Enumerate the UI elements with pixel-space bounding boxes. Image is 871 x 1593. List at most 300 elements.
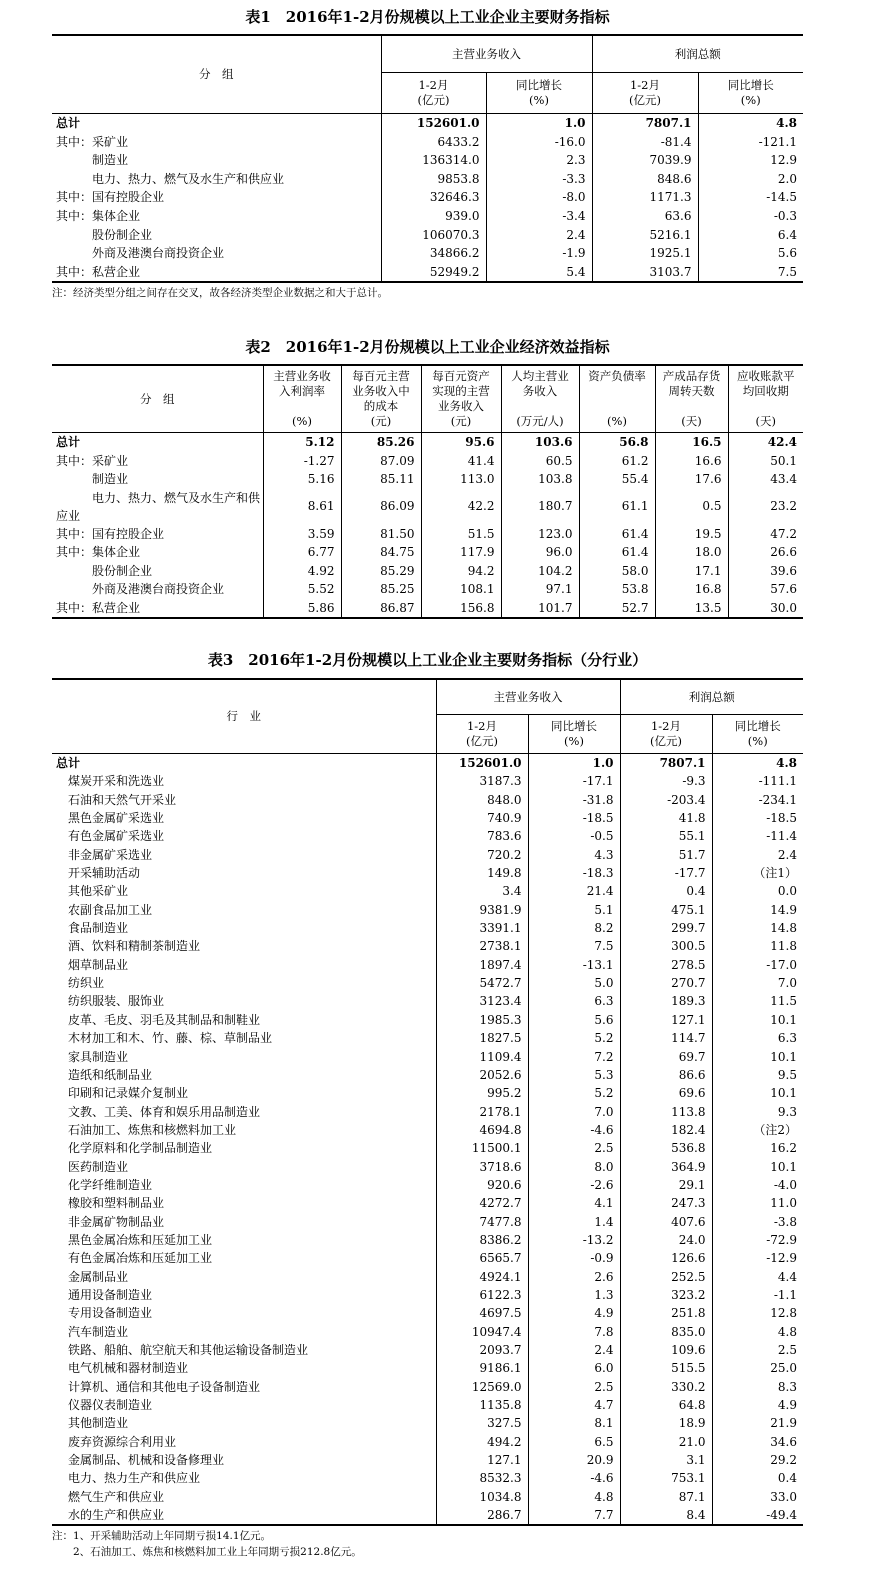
cell-v1: 2052.6 [436,1066,528,1084]
cell-2: 41.4 [421,452,501,471]
table-row [52,827,803,845]
row-label: 金属制品业 [56,1269,129,1284]
cell-v1: 32646.3 [381,188,486,207]
cell-v3: 835.0 [620,1323,712,1341]
table-row [52,1231,803,1249]
cell-v4: 12.8 [712,1304,803,1322]
cell-v2: 5.0 [528,974,620,992]
row-label: 股份制企业 [56,563,153,578]
cell-0: 5.16 [263,470,341,489]
cell-4: 61.4 [579,525,655,544]
cell-v1: 2093.7 [436,1341,528,1359]
cell-v2: 4.1 [528,1194,620,1212]
row-label: 非金属矿物制品业 [56,1214,165,1229]
cell-v1: 149.8 [436,864,528,882]
row-label: 纺织服装、服饰业 [56,994,165,1009]
cell-0: 5.52 [263,580,341,599]
cell-6: 43.4 [728,470,803,489]
cell-4: 61.1 [579,489,655,525]
cell-v3: 270.7 [620,974,712,992]
row-label: 电力、热力生产和供应业 [56,1471,201,1486]
row-label: 黑色金属冶炼和压延加工业 [56,1232,213,1247]
cell-v4: 0.0 [712,882,803,900]
table-row [52,543,803,562]
cell-v4: -4.0 [712,1176,803,1194]
cell-v3: 407.6 [620,1213,712,1231]
cell-v2: 20.9 [528,1451,620,1469]
table-row [52,133,803,152]
row-label: 造纸和纸制品业 [56,1067,153,1082]
cell-v4: 4.8 [698,114,803,133]
cell-v3: 8.4 [620,1506,712,1525]
cell-v1: 1109.4 [436,1048,528,1066]
row-label: 有色金属冶炼和压延加工业 [56,1251,213,1266]
cell-v2: -13.2 [528,1231,620,1249]
row-label: 其中：私营企业 [52,263,381,283]
cell-v1: 6122.3 [436,1286,528,1304]
cell-v1: 4924.1 [436,1268,528,1286]
row-label: 电力、热力、燃气及水生产和供应业 [56,171,285,186]
cell-3: 103.6 [501,433,579,452]
row-label: 燃气生产和供应业 [56,1489,165,1504]
table1-title: 表1 2016年1-2月份规模以上工业企业主要财务指标 [245,8,610,26]
cell-v2: -2.6 [528,1176,620,1194]
cell-1: 85.26 [341,433,421,452]
cell-2: 113.0 [421,470,501,489]
cell-v4: 2.0 [698,170,803,189]
table-row [52,433,803,452]
cell-v3: 126.6 [620,1249,712,1267]
cell-v4: 10.1 [712,1011,803,1029]
cell-4: 61.4 [579,543,655,562]
cell-v4: 7.5 [698,263,803,283]
cell-v4: 16.2 [712,1139,803,1157]
row-label: 通用设备制造业 [56,1287,153,1302]
cell-6: 30.0 [728,599,803,619]
row-label: 石油加工、炼焦和核燃料加工业 [56,1122,237,1137]
row-label: 化学原料和化学制品制造业 [56,1141,213,1156]
row-label: 铁路、船舶、航空航天和其他运输设备制造业 [56,1343,309,1357]
cell-v4: -234.1 [712,791,803,809]
cell-v1: 9853.8 [381,170,486,189]
cell-0: 8.61 [263,489,341,525]
cell-v1: 1827.5 [436,1029,528,1047]
cell-v3: 278.5 [620,956,712,974]
row-label: 仪器仪表制造业 [56,1398,153,1413]
cell-v3: 3103.7 [592,263,698,283]
cell-v1: 136314.0 [381,151,486,170]
table-row [52,846,803,864]
table1-col-period-2: 1-2月 (亿元) [592,73,698,114]
table1-col-growth: 同比增长 (%) [486,73,592,114]
cell-v1: 3.4 [436,882,528,900]
table-row [52,1506,803,1525]
cell-v1: 1135.8 [436,1396,528,1414]
table-row [52,599,803,619]
cell-v4: （注2） [712,1121,803,1139]
cell-3: 104.2 [501,562,579,581]
cell-6: 50.1 [728,452,803,471]
row-label: 开采辅助活动 [56,866,141,881]
row-label: 计算机、通信和其他电子设备制造业 [56,1379,261,1394]
cell-v1: 939.0 [381,207,486,226]
cell-v1: 7477.8 [436,1213,528,1231]
cell-v4: 6.3 [712,1029,803,1047]
cell-v4: 2.4 [712,846,803,864]
cell-6: 23.2 [728,489,803,525]
cell-5: 18.0 [655,543,728,562]
table1-col-period: 1-2月 (亿元) [381,73,486,114]
cell-v1: 494.2 [436,1433,528,1451]
cell-v4: （注1） [712,864,803,882]
cell-v3: -9.3 [620,772,712,790]
table-row [52,1414,803,1432]
cell-0: 4.92 [263,562,341,581]
table2-header-4: 资产负债率 (%) [579,365,655,433]
row-label: 电气机械和器材制造业 [56,1361,189,1376]
cell-6: 26.6 [728,543,803,562]
table3-col-growth-2: 同比增长 (%) [712,715,803,754]
table-row [52,974,803,992]
cell-v3: 87.1 [620,1488,712,1506]
table-row [52,1029,803,1047]
cell-v4: 11.0 [712,1194,803,1212]
table2-header-6: 应收账款平 均回收期 (天) [728,365,803,433]
cell-v2: 2.5 [528,1139,620,1157]
cell-2: 42.2 [421,489,501,525]
cell-v1: 6433.2 [381,133,486,152]
table-row [52,170,803,189]
cell-v3: 29.1 [620,1176,712,1194]
cell-v3: 3.1 [620,1451,712,1469]
table-row [52,263,803,283]
cell-v1: 6565.7 [436,1249,528,1267]
cell-v4: 34.6 [712,1433,803,1451]
row-label: 其中：采矿业 [56,453,129,468]
cell-v2: -3.3 [486,170,592,189]
cell-v2: -8.0 [486,188,592,207]
cell-2: 51.5 [421,525,501,544]
cell-v2: 2.5 [528,1378,620,1396]
cell-v1: 327.5 [436,1414,528,1432]
cell-v2: -4.6 [528,1121,620,1139]
cell-v1: 127.1 [436,1451,528,1469]
cell-v3: 252.5 [620,1268,712,1286]
cell-5: 0.5 [655,489,728,525]
cell-v2: 1.0 [486,114,592,133]
cell-v3: 300.5 [620,937,712,955]
row-label: 水的生产和供应业 [52,1506,436,1525]
table2-title: 表2 2016年1-2月份规模以上工业企业经济效益指标 [245,338,610,356]
cell-v4: -11.4 [712,827,803,845]
cell-3: 97.1 [501,580,579,599]
cell-v2: 1.0 [528,754,620,773]
cell-v4: 0.4 [712,1469,803,1487]
cell-v3: 18.9 [620,1414,712,1432]
cell-v2: 8.2 [528,919,620,937]
cell-v3: -203.4 [620,791,712,809]
cell-v4: 9.5 [712,1066,803,1084]
cell-v3: 536.8 [620,1139,712,1157]
cell-v2: 5.2 [528,1084,620,1102]
cell-v3: 55.1 [620,827,712,845]
cell-v3: 515.5 [620,1359,712,1377]
cell-v2: 7.8 [528,1323,620,1341]
cell-v1: 106070.3 [381,226,486,245]
cell-v4: 6.4 [698,226,803,245]
cell-v2: 6.3 [528,992,620,1010]
cell-v1: 720.2 [436,846,528,864]
cell-v2: 4.3 [528,846,620,864]
table1-revenue-header: 主营业务收入 [381,35,592,73]
cell-6: 39.6 [728,562,803,581]
cell-v3: 7807.1 [620,754,712,773]
table1-group-header: 分 组 [52,35,381,114]
row-label: 皮革、毛皮、羽毛及其制品和制鞋业 [56,1012,261,1027]
cell-v4: 29.2 [712,1451,803,1469]
table2-block [52,336,803,619]
table-row [52,1048,803,1066]
cell-v1: 152601.0 [436,754,528,773]
cell-5: 16.6 [655,452,728,471]
cell-0: 5.86 [263,599,341,619]
cell-v4: 4.8 [712,1323,803,1341]
row-label: 其中：国有控股企业 [56,526,165,541]
cell-v2: 7.7 [528,1506,620,1525]
cell-v3: 69.7 [620,1048,712,1066]
cell-v1: 52949.2 [381,263,486,283]
cell-2: 108.1 [421,580,501,599]
cell-v2: -31.8 [528,791,620,809]
cell-v3: 7039.9 [592,151,698,170]
cell-v2: 2.6 [528,1268,620,1286]
table2-header-0: 主营业务收 入利润率 (%) [263,365,341,433]
cell-v4: 11.8 [712,937,803,955]
cell-v4: -72.9 [712,1231,803,1249]
cell-v4: 8.3 [712,1378,803,1396]
table-row [52,1139,803,1157]
cell-v1: 1897.4 [436,956,528,974]
table-row [52,1433,803,1451]
cell-5: 16.8 [655,580,728,599]
table-row [52,864,803,882]
cell-v2: 8.1 [528,1414,620,1432]
cell-v3: 69.6 [620,1084,712,1102]
table2-header-2: 每百元资产 实现的主营 业务收入 (元) [421,365,501,433]
cell-v4: -12.9 [712,1249,803,1267]
table-row [52,562,803,581]
cell-v4: -18.5 [712,809,803,827]
cell-v3: 299.7 [620,919,712,937]
cell-3: 101.7 [501,599,579,619]
cell-v3: 0.4 [620,882,712,900]
table3-group-header: 行 业 [52,679,436,754]
cell-v4: 10.1 [712,1158,803,1176]
table3-block [52,648,803,1560]
cell-4: 55.4 [579,470,655,489]
table-row [52,901,803,919]
table-row [52,882,803,900]
cell-v3: 24.0 [620,1231,712,1249]
table-row [52,470,803,489]
cell-5: 19.5 [655,525,728,544]
table2-header-1: 每百元主营 业务收入中 的成本 (元) [341,365,421,433]
cell-v2: -3.4 [486,207,592,226]
cell-v1: 920.6 [436,1176,528,1194]
cell-2: 94.2 [421,562,501,581]
table-row [52,580,803,599]
cell-5: 13.5 [655,599,728,619]
cell-v1: 9381.9 [436,901,528,919]
cell-v1: 4272.7 [436,1194,528,1212]
row-label: 化学纤维制造业 [56,1177,153,1192]
cell-6: 42.4 [728,433,803,452]
cell-v3: 189.3 [620,992,712,1010]
cell-v1: 12569.0 [436,1378,528,1396]
row-label: 制造业 [56,472,129,486]
table-row [52,114,803,133]
cell-5: 17.6 [655,470,728,489]
cell-v1: 152601.0 [381,114,486,133]
table-row [52,754,803,773]
cell-v3: 109.6 [620,1341,712,1359]
table-row [52,772,803,790]
cell-v1: 740.9 [436,809,528,827]
cell-v1: 9186.1 [436,1359,528,1377]
table1-profit-header: 利润总额 [592,35,803,73]
row-label: 其中：国有控股企业 [56,190,165,205]
cell-v3: 86.6 [620,1066,712,1084]
row-label: 其他制造业 [56,1416,129,1431]
cell-4: 53.8 [579,580,655,599]
cell-v3: 114.7 [620,1029,712,1047]
row-label: 制造业 [56,153,129,168]
cell-v2: 5.3 [528,1066,620,1084]
table2-header-5: 产成品存货 周转天数 (天) [655,365,728,433]
cell-v4: -111.1 [712,772,803,790]
row-label: 总计 [56,116,81,130]
cell-v4: 12.9 [698,151,803,170]
cell-3: 180.7 [501,489,579,525]
table3-col-period: 1-2月 (亿元) [436,715,528,754]
cell-v2: 4.9 [528,1304,620,1322]
row-label: 外商及港澳台商投资企业 [56,582,225,596]
row-label: 有色金属矿采选业 [56,829,165,844]
cell-v2: 5.1 [528,901,620,919]
cell-v4: -0.3 [698,207,803,226]
cell-v1: 8386.2 [436,1231,528,1249]
cell-v2: -17.1 [528,772,620,790]
table3-title: 表3 2016年1-2月份规模以上工业企业主要财务指标（分行业） [207,651,648,669]
cell-v1: 4694.8 [436,1121,528,1139]
cell-v3: 127.1 [620,1011,712,1029]
table-row [52,1451,803,1469]
row-label: 专用设备制造业 [56,1306,153,1321]
cell-v2: 4.7 [528,1396,620,1414]
cell-v2: 6.0 [528,1359,620,1377]
cell-v2: -16.0 [486,133,592,152]
cell-v4: 14.9 [712,901,803,919]
cell-4: 56.8 [579,433,655,452]
cell-5: 16.5 [655,433,728,452]
row-label: 食品制造业 [56,921,129,936]
cell-4: 58.0 [579,562,655,581]
cell-3: 60.5 [501,452,579,471]
cell-v4: 25.0 [712,1359,803,1377]
table-row [52,1341,803,1359]
cell-v3: 7807.1 [592,114,698,133]
table-row [52,1194,803,1212]
table-row [52,452,803,471]
cell-v2: -0.5 [528,827,620,845]
row-label: 农副食品加工业 [56,902,153,917]
cell-0: 3.59 [263,525,341,544]
cell-v1: 11500.1 [436,1139,528,1157]
cell-v3: 5216.1 [592,226,698,245]
table-row [52,226,803,245]
table1-note: 注：经济类型分组之间存在交叉，故各经济类型企业数据之和大于总计。 [52,287,388,300]
cell-v3: 21.0 [620,1433,712,1451]
table-row [52,992,803,1010]
cell-v4: 11.5 [712,992,803,1010]
table-row [52,937,803,955]
cell-v4: 14.8 [712,919,803,937]
cell-v4: 2.5 [712,1341,803,1359]
cell-1: 85.25 [341,580,421,599]
cell-v4: 21.9 [712,1414,803,1432]
cell-3: 96.0 [501,543,579,562]
table-row [52,1176,803,1194]
table-row [52,489,803,525]
cell-v1: 1985.3 [436,1011,528,1029]
cell-v3: 364.9 [620,1158,712,1176]
cell-6: 57.6 [728,580,803,599]
cell-v3: 63.6 [592,207,698,226]
table3-col-growth: 同比增长 (%) [528,715,620,754]
row-label: 橡胶和塑料制品业 [56,1196,165,1211]
cell-v1: 3187.3 [436,772,528,790]
cell-v2: 1.4 [528,1213,620,1231]
row-label: 烟草制品业 [56,957,129,972]
cell-v3: 323.2 [620,1286,712,1304]
cell-v2: -13.1 [528,956,620,974]
row-label: 外商及港澳台商投资企业 [56,246,225,261]
cell-3: 123.0 [501,525,579,544]
table-row [52,1488,803,1506]
cell-v4: -121.1 [698,133,803,152]
cell-v4: 4.8 [712,754,803,773]
table-row [52,1066,803,1084]
cell-v3: -81.4 [592,133,698,152]
table1-block [52,6,803,301]
row-label: 印刷和记录媒介复制业 [56,1086,189,1101]
cell-v2: -4.6 [528,1469,620,1487]
table3-profit-header: 利润总额 [620,679,803,715]
cell-1: 85.11 [341,470,421,489]
row-label: 家具制造业 [56,1049,129,1064]
row-label: 其中：私营企业 [52,599,263,619]
table-row [52,1396,803,1414]
table-row [52,1011,803,1029]
table-row [52,1121,803,1139]
cell-1: 84.75 [341,543,421,562]
cell-v2: 2.3 [486,151,592,170]
cell-v2: -0.9 [528,1249,620,1267]
cell-v1: 995.2 [436,1084,528,1102]
cell-0: 5.12 [263,433,341,452]
cell-v3: 41.8 [620,809,712,827]
cell-v1: 34866.2 [381,244,486,263]
